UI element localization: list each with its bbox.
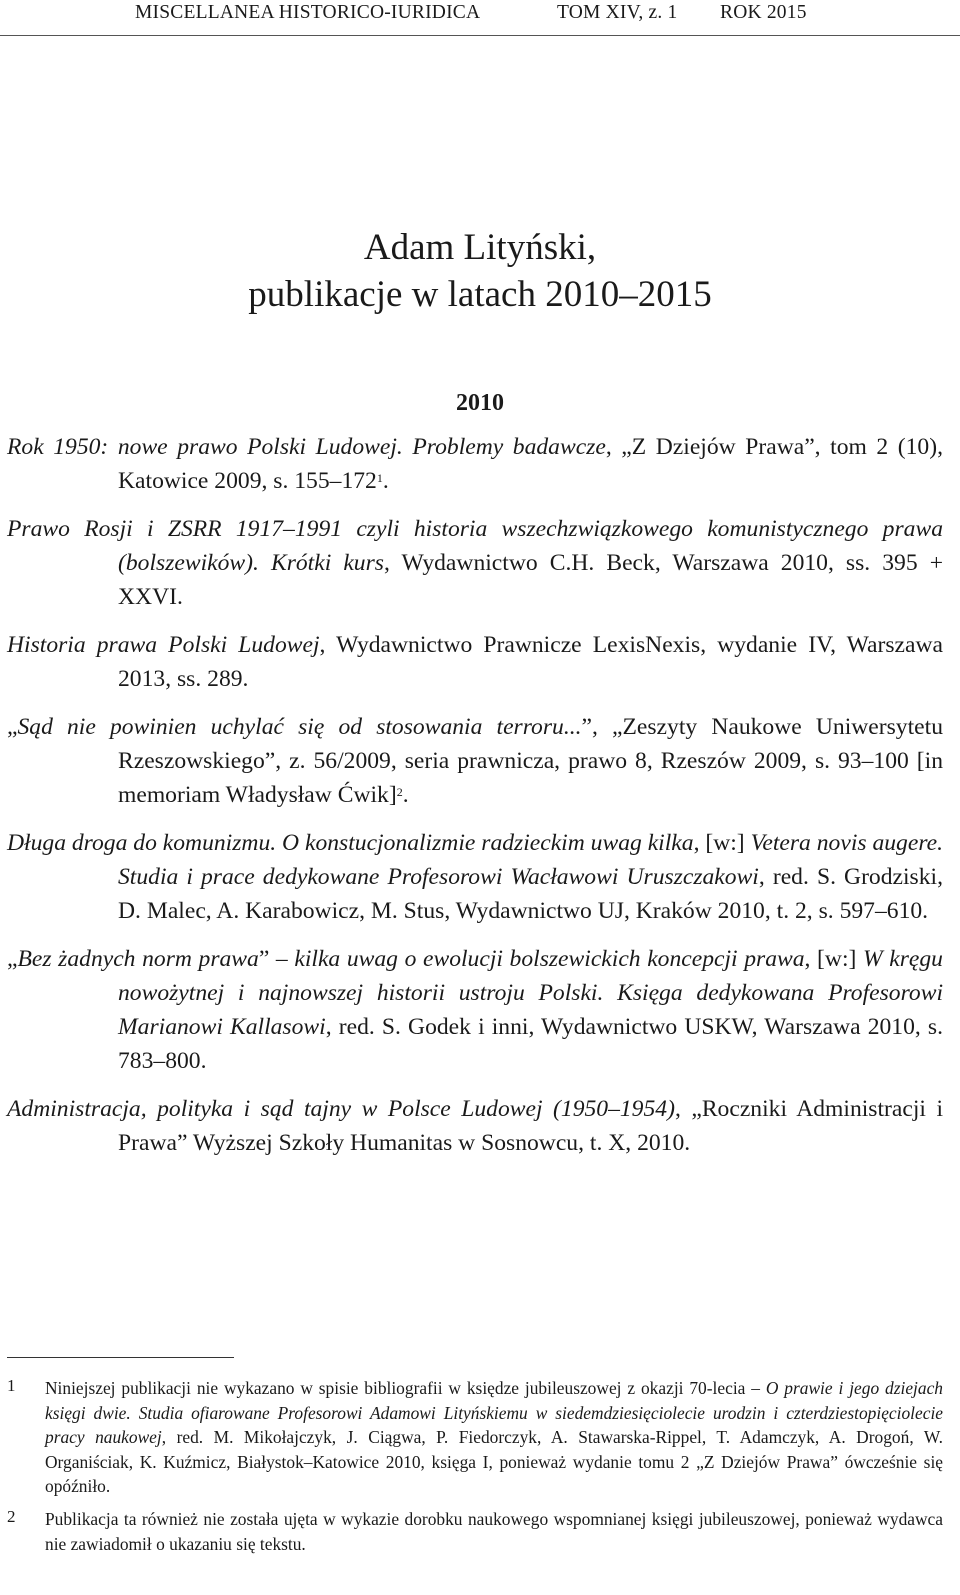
entry-tail: . xyxy=(402,782,409,808)
bibliography-list xyxy=(7,430,943,1174)
journal-name: MISCELLANEA HISTORICO-IURIDICA xyxy=(135,2,481,23)
entry-book-title: W kręgu nowożytnej i najnowszej historii ustroju Polski. Księga dedykowana Profesorowi Marianowi Kallasowi xyxy=(118,946,943,1040)
entry-separator: , [w:] xyxy=(693,830,751,856)
entry-details: , red. S. Grodziski, D. Malec, A. Karabowicz, M. Stus, Wydawnictwo UJ, Kraków 2010, t. 2, s. 597–610. xyxy=(118,864,943,924)
entry-details: , Wydawnictwo Prawnicze LexisNexis, wydanie IV, Warszawa 2013, ss. 289. xyxy=(118,632,943,692)
bibliography-entry xyxy=(7,826,943,928)
footnotes xyxy=(7,1376,943,1564)
entry-open-quote: „ xyxy=(7,714,18,740)
entry-separator: ” – xyxy=(258,946,295,972)
bibliography-entry xyxy=(7,512,943,614)
entry-title: Historia prawa Polski Ludowej xyxy=(7,632,320,658)
entry-details: , „Roczniki Administracji i Prawa” Wyższej Szkoły Humanitas w Sosnowcu, t. X, 2010. xyxy=(118,1096,944,1156)
footnote-text: Niniejszej publikacji nie wykazano w spisie bibliografii w księdze jubileuszowej z okazji 70-lecia – xyxy=(45,1378,766,1398)
entry-title: Prawo Rosji i ZSRR 1917–1991 czyli historia wszechzwiązkowego komunistycznego prawa (bolszewików). Krótki kurs xyxy=(7,516,943,576)
entry-title: Bez żadnych norm prawa xyxy=(17,946,259,972)
header-rule xyxy=(0,35,960,36)
entry-title: Rok 1950: nowe prawo Polski Ludowej. Problemy badawcze xyxy=(7,434,606,460)
entry-title: Długa droga do komunizmu. O konstucjonalizmie radzieckim uwag kilka xyxy=(7,830,694,856)
bibliography-entry xyxy=(7,628,943,696)
entry-tail: . xyxy=(382,468,389,494)
running-head xyxy=(0,0,960,36)
page-title xyxy=(0,224,960,318)
footnote-ref: 2 xyxy=(396,785,403,799)
year-label: ROK 2015 xyxy=(720,2,807,23)
entry-title: Sąd nie powinien uchylać się od stosowania terroru... xyxy=(17,714,582,740)
entry-details: , „Z Dziejów Prawa”, tom 2 (10), Katowice 2009, s. 155–172 xyxy=(118,434,943,494)
entry-details: ”, „Zeszyty Naukowe Uniwersytetu Rzeszowskiego”, z. 56/2009, seria prawnicza, prawo 8, Rzeszów 2009, s. 93–100 [in memoriam Władysław Ćwik] xyxy=(118,714,943,808)
footnote-text: Publikacja ta również nie została ujęta w wykazie dorobku naukowego wspomnianej księgi jubileuszowej, ponieważ wydawca nie zawiadomił o ukazaniu się tekstu. xyxy=(45,1508,943,1554)
entry-title: Administracja, polityka i sąd tajny w Polsce Ludowej (1950–1954) xyxy=(7,1096,675,1122)
bibliography-entry xyxy=(7,1092,943,1160)
volume-label: TOM XIV, z. 1 xyxy=(557,2,678,23)
footnote-number: 1 xyxy=(7,1376,16,1395)
footnote-details: , red. M. Mikołajczyk, J. Ciągwa, P. Fiedorczyk, A. Stawarska-Rippel, T. Adamczyk, A. Drogoń, W. Organiściak, K. Kuźmicz, Białystok–Katowice 2010, księga I, ponieważ wydanie tomu 2 „Z Dziejów Prawa” ówcześnie się opóźniło. xyxy=(45,1427,943,1497)
footnote xyxy=(7,1507,943,1556)
footnote xyxy=(7,1376,943,1499)
bibliography-entry xyxy=(7,942,943,1078)
footnote-book-title: O prawie i jego dziejach księgi dwie. Studia ofiarowane Profesorowi Adamowi Lityńskiemu w siedemdziesięciolecie urodzin i czterdziestopięciolecie pracy naukowej xyxy=(45,1378,943,1448)
entry-subtitle: kilka uwag o ewolucji bolszewickich koncepcji prawa xyxy=(294,946,805,972)
footnote-number: 2 xyxy=(7,1506,16,1526)
entry-open-quote: „ xyxy=(7,946,18,972)
footnote-rule xyxy=(7,1357,234,1358)
entry-separator: , [w:] xyxy=(804,946,863,972)
bibliography-entry xyxy=(7,430,943,498)
entry-book-title: Vetera novis augere. Studia i prace dedykowane Profesorowi Wacławowi Uruszczakowi xyxy=(118,830,943,890)
footnote-ref: 1 xyxy=(376,471,383,485)
entry-details: , red. S. Godek i inni, Wydawnictwo USKW, Warszawa 2010, s. 783–800. xyxy=(118,1014,944,1074)
title-line-2: publikacje w latach 2010–2015 xyxy=(248,274,712,315)
title-line-1: Adam Lityński, xyxy=(363,227,597,268)
entry-details: , Wydawnictwo C.H. Beck, Warszawa 2010, ss. 395 + XXVI. xyxy=(118,550,943,610)
section-year-heading: 2010 xyxy=(456,390,504,416)
bibliography-entry xyxy=(7,710,943,812)
